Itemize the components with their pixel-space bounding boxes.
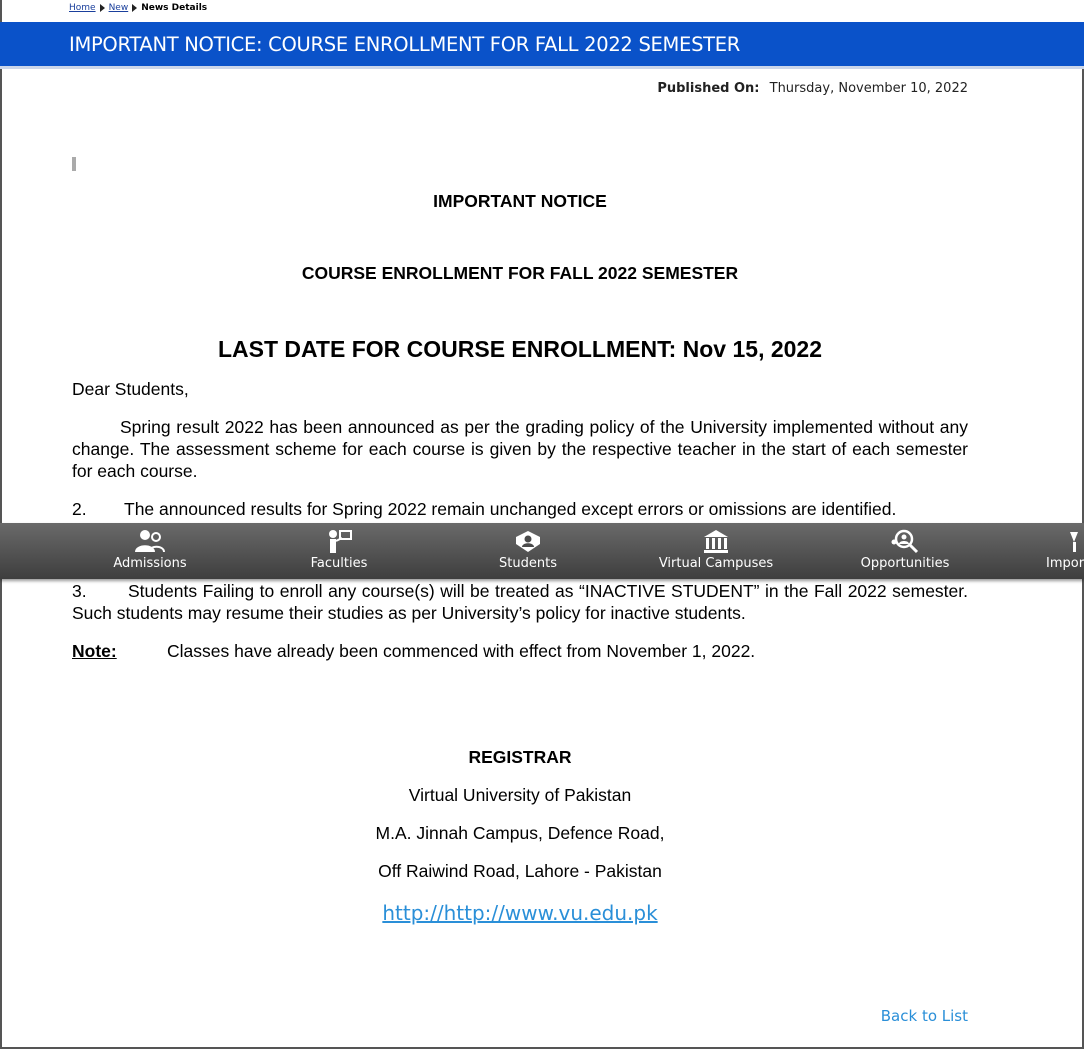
note-label: Note: [72, 641, 117, 661]
paragraph-2-number: 2. [72, 499, 87, 519]
paragraph-2 [72, 498, 968, 520]
paragraph-1: Spring result 2022 has been announced as per the grading policy of the University implemented without any change. The assessment scheme for each course is given by the respective teacher in the start of each semester for each course. [72, 417, 968, 481]
signature-line-2: M.A. Jinnah Campus, Defence Road, [375, 823, 665, 843]
nav-label-admissions: Admissions [113, 556, 187, 571]
paragraph-3-text: Students Failing to enroll any course(s) will be treated as “INACTIVE STUDENT” in the Fall 2022 semester. Such students may resume their studies as per University’s policy for inactive students. [72, 581, 968, 623]
nav-label-virtual-campuses: Virtual Campuses [658, 556, 774, 571]
breadcrumb-home-link[interactable]: Home [69, 3, 96, 13]
nav-label-students: Students [499, 556, 557, 571]
published-date: Thursday, November 10, 2022 [769, 81, 968, 96]
back-to-list-link[interactable]: Back to List [880, 1007, 968, 1025]
admissions-icon [133, 528, 167, 554]
breadcrumb [69, 3, 207, 13]
breadcrumb-new-link[interactable]: New [108, 3, 129, 13]
nav-label-important: Impor [1046, 556, 1084, 571]
bottom-navigation-bar [0, 523, 1084, 579]
paragraph-3-number: 3. [72, 581, 87, 601]
page-title: IMPORTANT NOTICE: COURSE ENROLLMENT FOR FALL 2022 SEMESTER [69, 33, 741, 56]
opportunities-icon [889, 528, 921, 554]
notice-subheading: COURSE ENROLLMENT FOR FALL 2022 SEMESTER [301, 263, 739, 283]
nav-item-virtual-campuses[interactable] [641, 528, 791, 571]
nav-item-faculties[interactable] [264, 528, 414, 571]
nav-item-students[interactable] [453, 528, 603, 571]
published-label: Published On: [657, 81, 760, 96]
paragraph-2-text: The announced results for Spring 2022 remain unchanged except errors or omissions are identified. [124, 499, 897, 519]
website-link[interactable]: http://http://www.vu.edu.pk [382, 901, 658, 925]
important-icon [1068, 528, 1084, 554]
nav-item-important[interactable] [1020, 528, 1084, 571]
nav-label-faculties: Faculties [310, 556, 368, 571]
text-cursor-marker [72, 157, 76, 171]
deadline-heading: LAST DATE FOR COURSE ENROLLMENT: Nov 15, 2022 [217, 336, 823, 362]
signature-line-1: Virtual University of Pakistan [408, 785, 632, 805]
breadcrumb-arrow-icon [132, 4, 137, 12]
note-text: Classes have already been commenced with effect from November 1, 2022. [167, 641, 756, 661]
signature-line-3: Off Raiwind Road, Lahore - Pakistan [378, 861, 662, 881]
paragraph-3 [72, 580, 968, 624]
notice-heading: IMPORTANT NOTICE [433, 191, 607, 211]
students-icon [513, 528, 543, 554]
title-bar [0, 22, 1084, 69]
nav-item-opportunities[interactable] [830, 528, 980, 571]
note [72, 640, 968, 662]
website-link-wrapper [72, 902, 968, 925]
faculties-icon [324, 528, 354, 554]
registrar-title: REGISTRAR [468, 747, 572, 767]
breadcrumb-current: News Details [141, 3, 208, 13]
nav-label-opportunities: Opportunities [860, 556, 950, 571]
salutation: Dear Students, [72, 379, 189, 399]
breadcrumb-arrow-icon [100, 4, 105, 12]
campus-icon [701, 528, 731, 554]
published-info [657, 81, 968, 96]
nav-item-admissions[interactable] [75, 528, 225, 571]
